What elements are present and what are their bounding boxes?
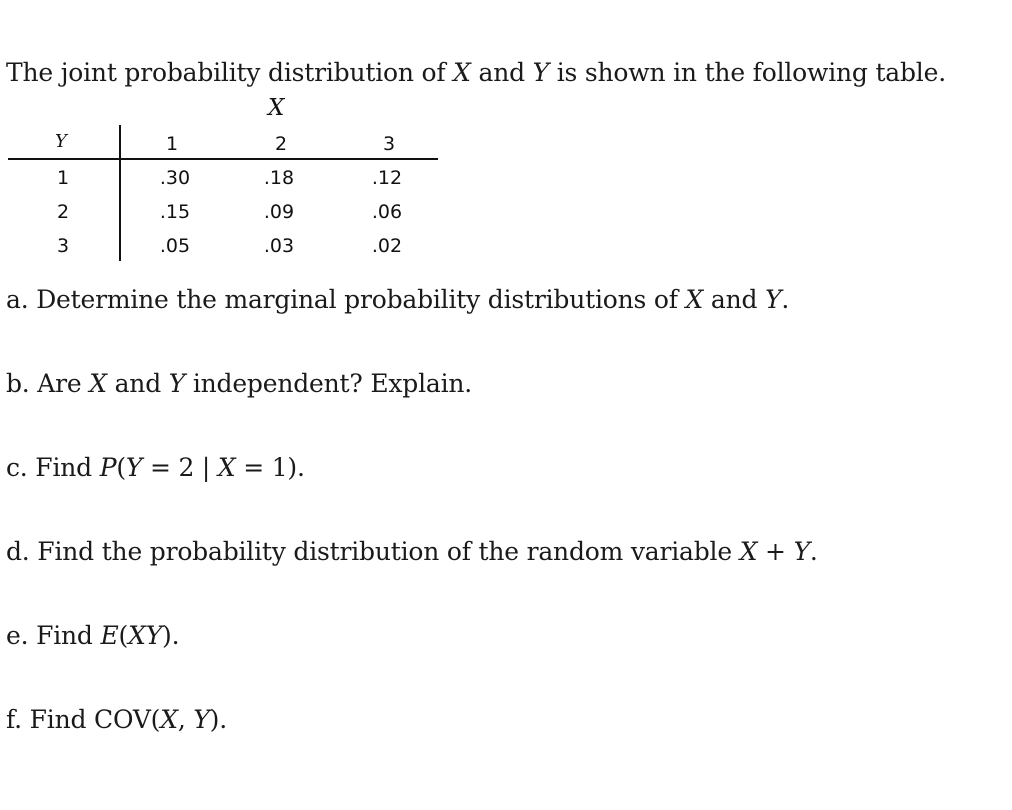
- question-text: = 2 |: [142, 453, 218, 482]
- table-cell: .15: [159, 201, 191, 223]
- question-d: [6, 537, 818, 566]
- x-value: 2: [274, 133, 288, 155]
- question-e: [6, 621, 179, 650]
- table-cell: .06: [371, 201, 403, 223]
- y-value: 1: [56, 167, 70, 189]
- question-text: +: [757, 537, 794, 566]
- header-rule: [8, 158, 438, 160]
- table-cell: .12: [371, 167, 403, 189]
- var-y: Y: [193, 705, 210, 734]
- question-f: [6, 705, 227, 734]
- x-value: 3: [382, 133, 396, 155]
- table-cell: .02: [371, 235, 403, 257]
- question-text: f. Find COV(: [6, 705, 161, 734]
- var-x: X: [89, 369, 107, 398]
- question-text: = 1).: [235, 453, 305, 482]
- question-text: ,: [177, 705, 194, 734]
- var-x: X: [739, 537, 758, 566]
- intro-part: and: [470, 58, 533, 87]
- intro-text: [6, 58, 946, 87]
- y-value: 3: [56, 235, 70, 257]
- question-b: [6, 369, 472, 398]
- y-header: Y: [55, 131, 67, 152]
- table-cell: .03: [263, 235, 295, 257]
- y-value: 2: [56, 201, 70, 223]
- var-y: Y: [125, 453, 143, 482]
- var-e: E: [100, 621, 119, 650]
- x-value: 1: [165, 133, 179, 155]
- var-y: Y: [793, 537, 810, 566]
- var-y: Y: [765, 285, 782, 314]
- var-x: X: [453, 58, 471, 87]
- var-xy: XY: [128, 621, 163, 650]
- question-text: and: [106, 369, 169, 398]
- table-cell: .05: [159, 235, 191, 257]
- question-text: a. Determine the marginal probability distributions of: [6, 285, 686, 314]
- question-text: c. Find: [6, 453, 100, 482]
- question-a: [6, 285, 789, 314]
- table-cell: .30: [159, 167, 191, 189]
- question-text: d. Find the probability distribution of the random variable: [6, 537, 740, 566]
- var-x: X: [685, 285, 704, 314]
- column-rule: [119, 125, 121, 261]
- question-text: (: [118, 621, 129, 650]
- question-text: ).: [162, 621, 180, 650]
- var-x: X: [160, 705, 178, 734]
- x-header: X: [268, 95, 285, 121]
- intro-part: is shown in the following table.: [548, 58, 946, 87]
- question-text: independent? Explain.: [185, 369, 473, 398]
- question-text: .: [809, 537, 818, 566]
- table-cell: .09: [263, 201, 295, 223]
- question-text: .: [781, 285, 790, 314]
- table-cell: .18: [263, 167, 295, 189]
- question-text: ).: [209, 705, 227, 734]
- question-c: [6, 453, 305, 482]
- intro-part: The joint probability distribution of: [6, 58, 454, 87]
- var-p: P: [99, 453, 117, 482]
- var-y: Y: [168, 369, 186, 398]
- question-text: e. Find: [6, 621, 101, 650]
- question-text: (: [116, 453, 126, 482]
- var-y: Y: [532, 58, 549, 87]
- question-text: and: [703, 285, 766, 314]
- question-text: b. Are: [6, 369, 90, 398]
- var-x: X: [217, 453, 236, 482]
